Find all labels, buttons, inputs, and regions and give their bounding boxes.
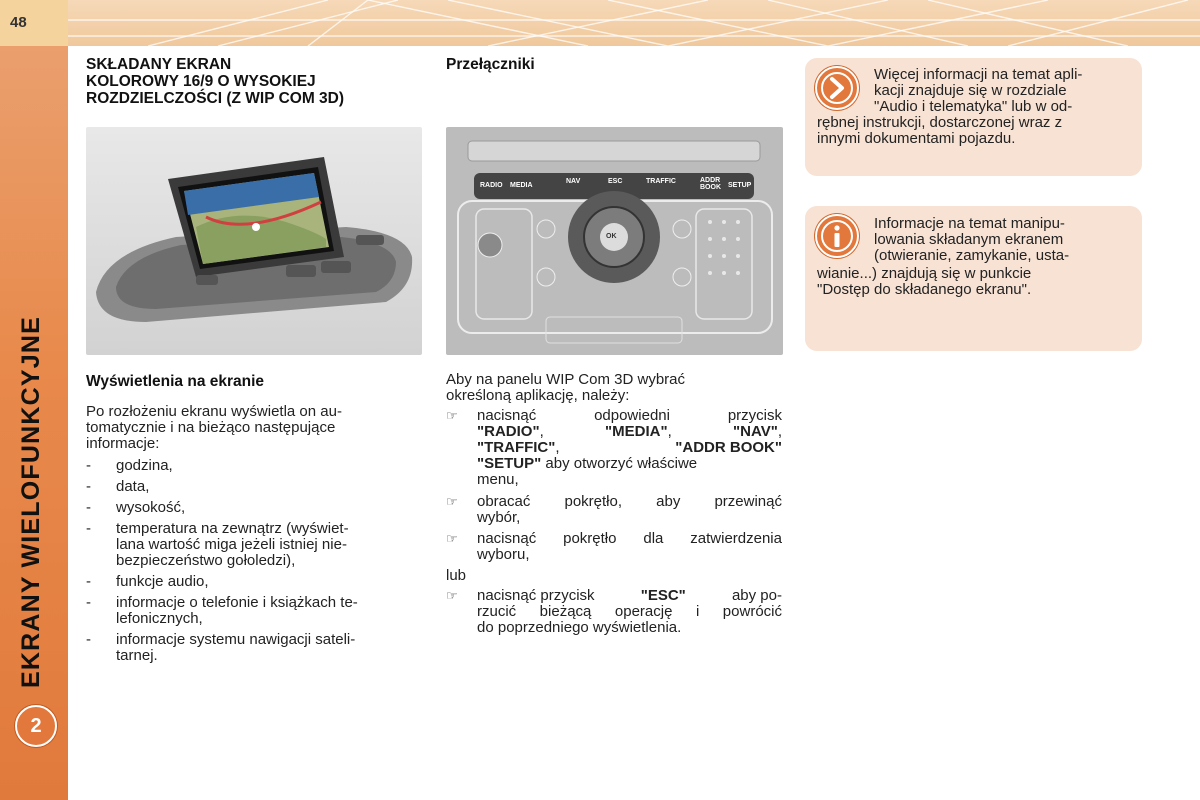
info-note-folding-screen [805,206,1142,351]
info-icon [815,214,859,258]
text-line: nacisnąć pokrętło dla zatwierdzenia [477,530,782,547]
separator: , [777,423,782,440]
col1-subheading-block [86,373,422,390]
col2-heading-block [446,56,782,73]
note-line: Informacje na temat manipu- [874,215,1065,232]
panel-addrbook-label: ADDR BOOK [700,177,721,191]
text-line: bezpieczeństwo gołoledzi), [116,552,296,569]
heading-line: SKŁADANY EKRAN [86,56,232,73]
bullet-item [446,494,782,526]
dash: - [86,457,91,474]
text-line: tomatycznie i na bieżąco następujące [86,419,336,436]
chapter-number-badge: 2 [15,705,57,747]
list-item [86,574,422,590]
text-line: lana wartość miga jeżeli istniej nie- [116,536,347,553]
or-text: lub [446,567,467,584]
list-item [86,595,422,627]
text-line: funkcje audio, [116,573,209,590]
panel-nav-label: NAV [566,178,581,185]
note-line: innymi dokumentami pojazdu. [817,130,1016,147]
folding-screen-photo [86,127,422,355]
text-line: data, [116,478,150,495]
dash: - [86,594,91,611]
text-line: rzucić bieżącą operację i powrócić [477,603,782,620]
note-line: lowania składanym ekranem [874,231,1064,248]
list-item [86,521,422,569]
media-keyword: "MEDIA" [605,423,668,440]
text-line: wybór, [477,509,521,526]
top-decorative-band [68,0,1200,46]
note-line: wianie...) znajdują się w punkcie [817,265,1032,282]
col1-heading [86,56,422,107]
list-item [86,479,422,495]
note-line: Więcej informacji na temat apli- [874,66,1083,83]
bullet-item [446,408,782,488]
addrbook-keyword: "ADDR BOOK" [675,439,782,456]
note-line: kacji znajduje się w rozdziale [874,82,1067,99]
separator: , [555,439,560,456]
text-line: informacje: [86,435,160,452]
nav-keyword: "NAV" [733,423,778,440]
panel-radio-label: RADIO [480,182,503,189]
note-line: (otwieranie, zamykanie, usta- [874,247,1070,264]
chapter-title: EKRANY WIELOFUNKCYJNE [17,316,45,688]
heading-line: KOLOROWY 16/9 O WYSOKIEJ [86,73,316,90]
radio-keyword: "RADIO" [477,423,540,440]
section-heading-switches: Przełączniki [446,56,535,73]
separator: , [539,423,544,440]
text-line: temperatura na zewnątrz (wyświet- [116,520,349,537]
heading-line: ROZDZIELCZOŚCI (Z WIP COM 3D) [86,90,345,107]
text-line: informacje o telefonie i książkach te- [116,594,358,611]
bullet-item [446,531,782,563]
text-fragment: nacisnąć przycisk [477,587,595,604]
pointing-hand-icon: ☞ [446,588,458,603]
text-line: informacje systemu nawigacji sateli- [116,631,356,648]
text-line: godzina, [116,457,173,474]
list-item [86,500,422,516]
text-line: tarnej. [116,647,158,664]
list-item [86,632,422,664]
text-fragment: aby po- [731,587,782,604]
traffic-keyword: "TRAFFIC" [477,439,556,456]
esc-keyword: "ESC" [640,587,686,604]
control-panel-illustration [446,127,783,355]
text-line: wysokość, [116,499,186,516]
bullet-item [446,588,782,636]
note-line: "Dostęp do składanego ekranu". [817,281,1032,298]
dash: - [86,631,91,648]
dash: - [86,520,91,537]
pointing-hand-icon: ☞ [446,494,458,509]
text-line: Po rozłożeniu ekranu wyświetla on au- [86,403,342,420]
text-line: do poprzedniego wyświetlenia. [477,619,682,636]
pointing-hand-icon: ☞ [446,531,458,546]
page-number: 48 [10,14,27,31]
info-note-more-info [805,58,1142,176]
panel-setup-label: SETUP [728,182,752,189]
pointing-hand-icon: ☞ [446,408,458,423]
text-fragment: aby otworzyć właściwe [541,455,698,472]
list-item [86,458,422,474]
col1-intro [86,404,422,452]
dash: - [86,573,91,590]
dash: - [86,499,91,516]
text-line: Aby na panelu WIP Com 3D wybrać [446,371,685,388]
panel-media-label: MEDIA [510,182,533,189]
display-info-list [86,458,422,669]
panel-traffic-label: TRAFFIC [646,178,676,185]
text-line: lefonicznych, [116,610,203,627]
setup-keyword: "SETUP" [477,455,542,472]
text-line: obracać pokrętło, aby przewinąć [477,493,782,510]
text-line: nacisnąć odpowiedni przycisk [477,407,782,424]
page-number-box [0,0,68,46]
col2-intro [446,372,782,404]
panel-ok-label: OK [606,233,617,240]
panel-button-row [474,176,754,196]
separator: , [667,423,672,440]
section-heading-displays: Wyświetlenia na ekranie [86,373,265,390]
text-line: wyboru, [477,546,530,563]
note-line: "Audio i telematyka" lub w od- [874,98,1073,115]
text-line: określoną aplikację, należy: [446,387,630,404]
panel-esc-label: ESC [608,178,623,185]
dash: - [86,478,91,495]
text-line: menu, [477,471,519,488]
note-line: rębnej instrukcji, dostarczonej wraz z [817,114,1063,131]
